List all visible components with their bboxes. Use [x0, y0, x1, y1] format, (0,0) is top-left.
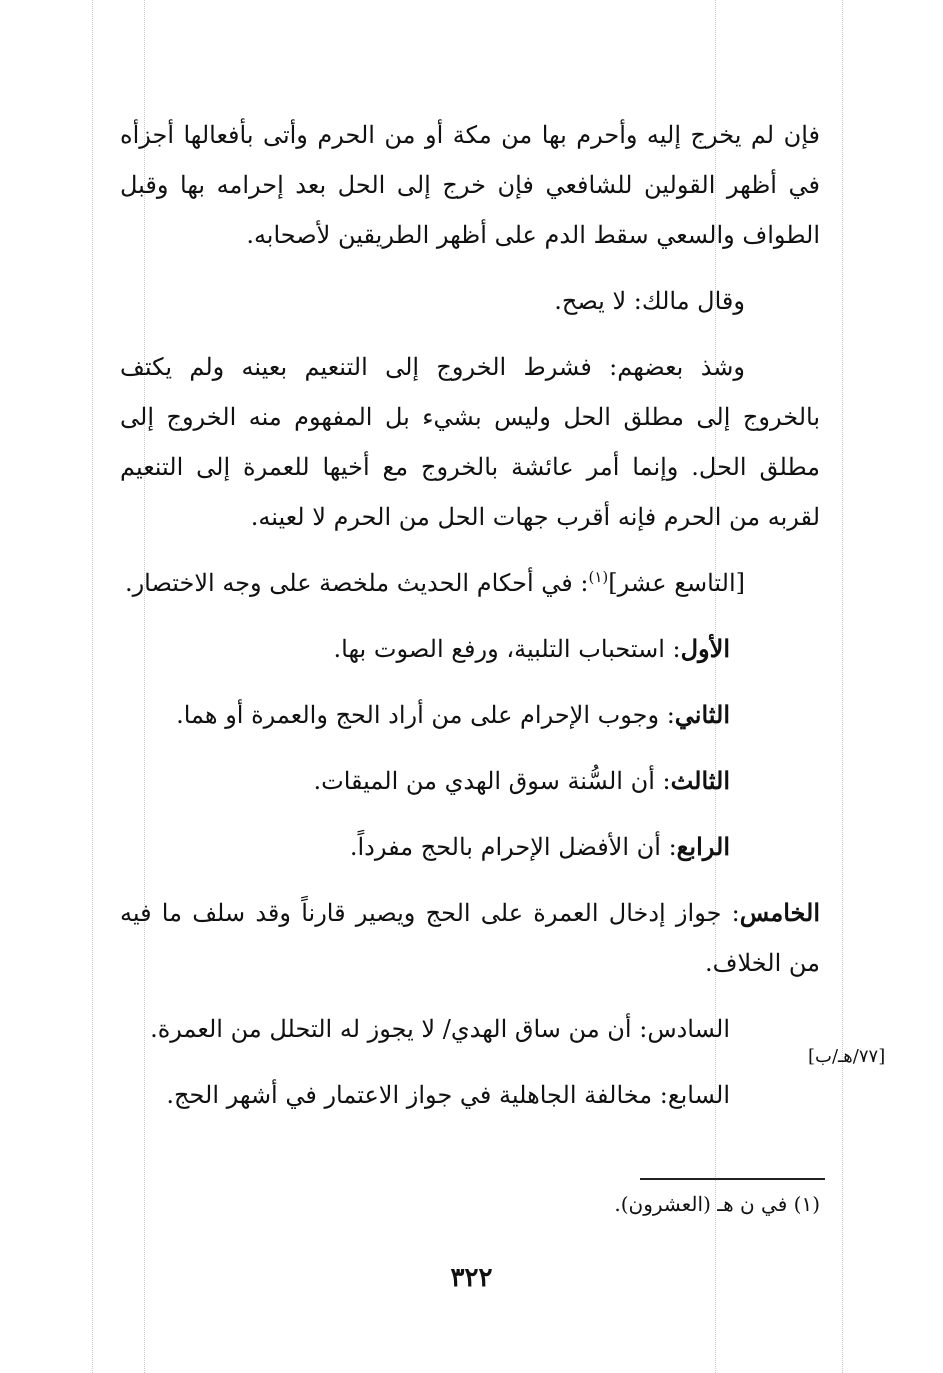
paragraph-2: وقال مالك: لا يصح. — [554, 287, 745, 315]
ruling-text: : أن الأفضل الإحرام بالحج مفرداً. — [349, 833, 677, 861]
ruling-text: : جواز إدخال العمرة على الحج ويصير قارناً وقد سلف ما فيه من الخلاف. — [120, 899, 820, 977]
ruling-5 — [120, 888, 820, 988]
ruling-label: السادس — [647, 1015, 730, 1043]
section-heading-label: [التاسع عشر] — [608, 569, 745, 597]
ruling-label: الأول — [680, 634, 730, 663]
dotted-guide-line — [92, 0, 93, 1373]
paragraph-1: فإن لم يخرج إليه وأحرم بها من مكة أو من الحرم وأتى بأفعالها أجزأه في أظهر القولين للشافعي فإن خرج إلى الحل بعد إحرامه بها وقبل الطواف والسعي سقط الدم على أظهر الطريقين لأصحابه. — [120, 121, 820, 249]
page-body — [120, 110, 820, 1136]
ruling-label: الثاني — [674, 700, 730, 729]
ruling-text: : أن من ساق الهدي/ لا يجوز له التحلل من العمرة. — [150, 1015, 648, 1043]
ruling-text: : استحباب التلبية، ورفع الصوت بها. — [333, 635, 681, 663]
manuscript-margin-note: [٧٧/هـ/ب] — [808, 1046, 886, 1067]
footnote: (١) في ن هـ (العشرون). — [614, 1192, 820, 1216]
ruling-label: الخامس — [739, 898, 820, 927]
ruling-label: الرابع — [676, 832, 730, 861]
paragraph-3: وشذ بعضهم: فشرط الخروج إلى التنعيم بعينه ولم يكتف بالخروج إلى مطلق الحل وليس بشيء بل المفهوم منه الخروج إلى مطلق الحل. وإنما أمر عائشة بالخروج مع أخيها للعمرة إلى التنعيم لقربه من الحرم فإنه أقرب جهات الحل من الحرم لا لعينه. — [120, 353, 820, 531]
ruling-label: الثالث — [670, 766, 730, 795]
ruling-label: السابع — [667, 1081, 730, 1109]
ruling-text: : وجوب الإحرام على من أراد الحج والعمرة أو هما. — [176, 701, 675, 729]
ruling-text: : مخالفة الجاهلية في جواز الاعتمار في أشهر الحج. — [166, 1081, 668, 1109]
footnote-marker: (١) — [588, 568, 609, 586]
ruling-6 — [120, 1004, 820, 1054]
ruling-text: : أن السُّنة سوق الهدي من الميقات. — [313, 767, 671, 795]
ruling-3 — [120, 756, 820, 806]
page-number: ٣٢٢ — [450, 1263, 493, 1293]
dotted-guide-line — [842, 0, 843, 1373]
ruling-2 — [120, 690, 820, 740]
ruling-4 — [120, 822, 820, 872]
ruling-1 — [120, 624, 820, 674]
section-heading — [120, 558, 820, 608]
ruling-7 — [120, 1070, 820, 1120]
footnote-divider — [640, 1178, 825, 1180]
section-heading-text: : في أحكام الحديث ملخصة على وجه الاختصار. — [124, 569, 589, 597]
